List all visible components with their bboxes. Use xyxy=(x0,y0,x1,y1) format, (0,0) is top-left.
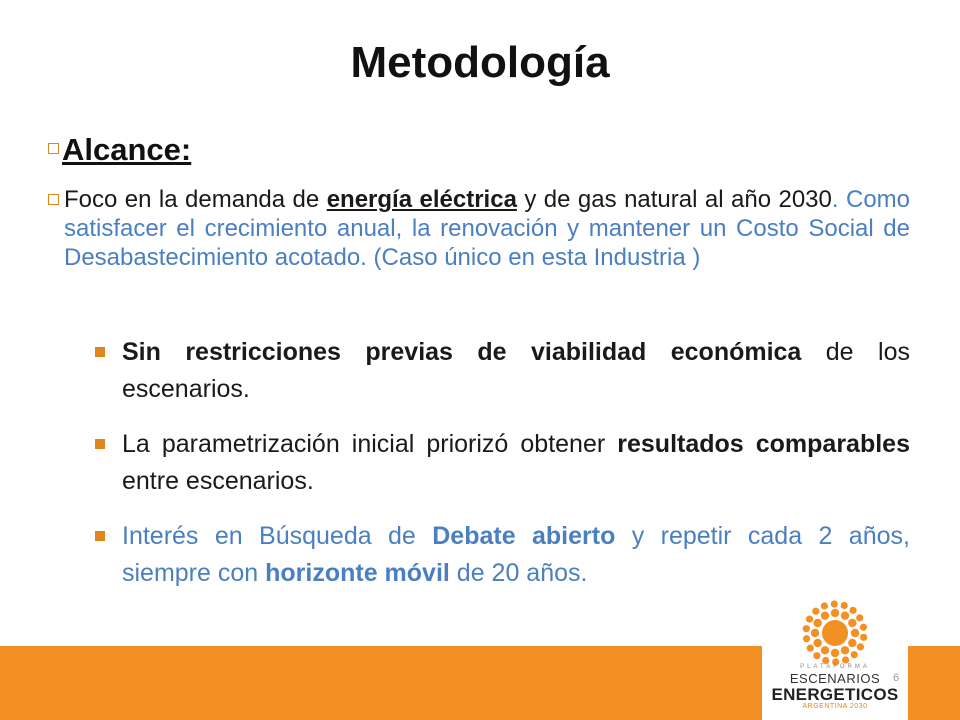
sun-ray-dot xyxy=(841,646,849,654)
section-heading-label: Alcance: xyxy=(62,132,192,167)
square-bullet-icon xyxy=(95,439,105,449)
sun-ray-dot xyxy=(821,602,828,609)
sun-ray-dot xyxy=(803,625,810,632)
square-bullet-icon xyxy=(95,531,105,541)
scope-paragraph xyxy=(64,185,910,272)
bullet-bold-text: horizonte móvil xyxy=(265,559,450,587)
page-number: 6 xyxy=(893,672,900,684)
bullet-item xyxy=(122,426,910,500)
sun-ray-dot xyxy=(857,643,864,650)
sun-ray-dot xyxy=(851,651,858,658)
sun-ray-dot xyxy=(807,645,814,652)
bullet-item xyxy=(122,518,910,592)
sun-ray-dot xyxy=(848,619,856,627)
bullet-text: entre escenarios. xyxy=(122,467,314,495)
sun-ray-dot xyxy=(812,608,819,615)
sun-ray-dot xyxy=(813,639,821,647)
sun-ray-dot xyxy=(841,602,848,609)
square-bullet-icon xyxy=(48,143,59,154)
section-heading xyxy=(48,132,191,168)
paragraph-underlined-term: energía eléctrica xyxy=(326,186,517,213)
sun-ray-dot xyxy=(851,629,859,637)
sun-ray-dot xyxy=(842,656,849,663)
sun-ray-dot xyxy=(821,611,829,619)
sun-logo-icon xyxy=(800,598,870,668)
sun-ray-dot xyxy=(822,657,829,664)
square-bullet-icon xyxy=(48,194,59,205)
sun-ray-dot xyxy=(849,607,856,614)
logo-line-energeticos: ENERGETICOS xyxy=(771,685,899,704)
sun-core xyxy=(822,620,848,646)
sun-ray-dot xyxy=(821,646,829,654)
logo-line-platform: PLATAFORMA xyxy=(800,664,870,670)
sun-ray-dot xyxy=(813,652,820,659)
sun-ray-dot xyxy=(813,619,821,627)
sun-ray-dot xyxy=(841,611,849,619)
paragraph-blue-text: Como satisfacer el crecimiento anual, la renovación y mantener un Costo Social de Desabastecimiento acotado. (Caso único en esta Industria ) xyxy=(64,186,911,271)
sun-ray-dot xyxy=(811,629,819,637)
bullet-bold-text: resultados comparables xyxy=(617,430,910,458)
paragraph-text-start: Foco en la demanda de xyxy=(64,186,327,213)
bullet-text: de los escenarios. xyxy=(122,338,910,403)
sun-ray-dot xyxy=(806,616,813,623)
logo-line-escenarios: ESCENARIOS xyxy=(789,671,881,686)
bullet-item xyxy=(122,334,910,408)
bullet-text: La parametrización inicial priorizó obtener xyxy=(122,430,618,458)
bullet-text: Interés en Búsqueda de xyxy=(122,522,433,550)
square-bullet-icon xyxy=(95,347,105,357)
bullet-bold-text: Sin restricciones previas de viabilidad económica xyxy=(122,338,802,366)
paragraph-text-middle: y de gas natural al año 2030 xyxy=(516,186,832,213)
logo xyxy=(762,664,908,710)
bullet-bold-text: Debate abierto xyxy=(432,522,616,550)
sun-ray-dot xyxy=(803,635,810,642)
logo-line-argentina: ARGENTINA 2030 xyxy=(802,703,868,710)
sun-ray-dot xyxy=(831,649,839,657)
paragraph-period: . xyxy=(831,186,839,213)
sun-ray-dot xyxy=(831,600,838,607)
sun-ray-dot xyxy=(831,609,839,617)
slide-title: Metodología xyxy=(350,38,610,87)
bullet-text: de 20 años. xyxy=(449,559,588,587)
sun-ray-dot xyxy=(860,624,867,631)
sun-ray-dot xyxy=(848,639,856,647)
sun-ray-dot xyxy=(860,634,867,641)
bullet-text: y repetir cada 2 años, siempre con xyxy=(122,522,910,587)
sun-ray-dot xyxy=(856,614,863,621)
